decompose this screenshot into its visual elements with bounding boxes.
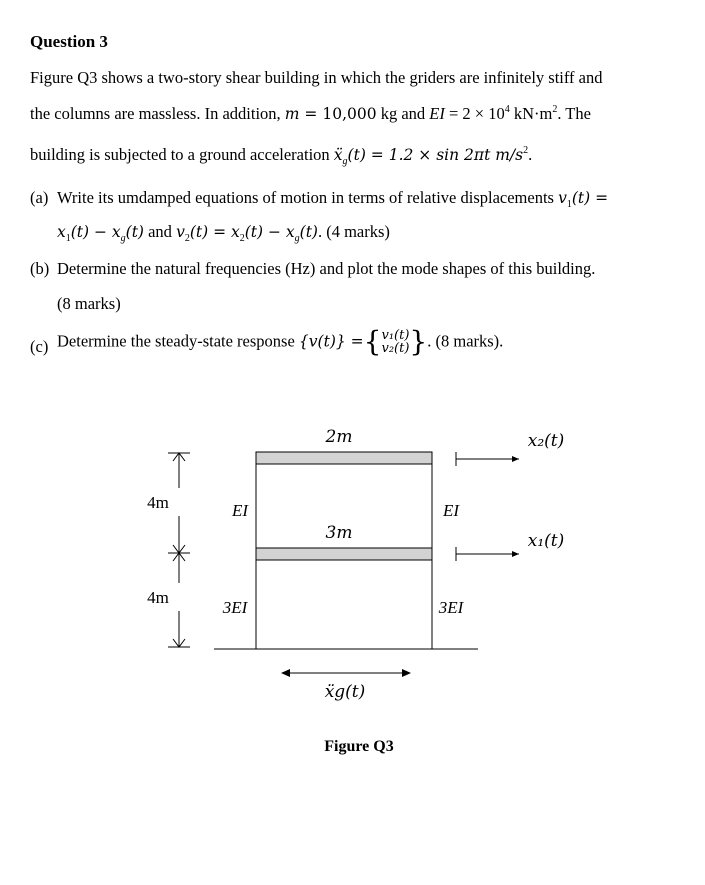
ground-accel-arrowhead-right-icon [402, 669, 411, 677]
mass-value: = 10,000 [299, 105, 377, 123]
height-bottom-label: 4m [147, 588, 169, 607]
ei-unit: kN·m [509, 104, 553, 123]
x1-tail: (t) − x [70, 223, 121, 241]
ei-symbol: EI [429, 104, 445, 123]
x2-label: x₂(t) [527, 431, 565, 451]
x2-sub: 2 [239, 233, 245, 244]
intro-line-3c: . [528, 145, 533, 164]
part-b-label: (b) [30, 259, 50, 278]
part-c-top: v₁(t) [381, 327, 410, 343]
part-c-marks: . (8 marks). [427, 331, 504, 351]
mass-top-label: 2m [325, 427, 353, 447]
and-word: and [143, 222, 177, 241]
ei-exponent: 4 [504, 104, 510, 115]
part-c-label: (c) [30, 337, 49, 356]
v2-tail: (t) = x [189, 223, 240, 241]
ground-accel-sub: g [342, 156, 348, 167]
intro-line-2e: . The [557, 104, 591, 123]
intro-line-1: Figure Q3 shows a two-story shear building in which the griders are infinitely stiff and [30, 68, 603, 87]
xg-tail-2: (t) [299, 223, 318, 241]
question-heading: Question 3 [30, 32, 108, 51]
ei-left-label: EI [231, 501, 249, 520]
ground-accel-expression: (t) = 1.2 × sin 2πt m/s [347, 146, 524, 164]
height-top-label: 4m [147, 493, 169, 512]
mass-mid-label: 3m [325, 523, 353, 543]
v2-symbol: v [176, 223, 185, 241]
ei-unit-exponent: 2 [552, 104, 558, 115]
intro-line-3a: building is subjected to a ground acceleration [30, 145, 334, 164]
part-b-line-1: Determine the natural frequencies (Hz) and plot the mode shapes of this building. [57, 259, 596, 278]
v2-sub: 2 [184, 233, 190, 244]
part-c-text: Determine the steady-state response [57, 331, 299, 351]
right-brace-icon: } [409, 325, 428, 358]
ei-right-label: EI [442, 501, 460, 520]
xg-sub-1: g [120, 233, 126, 244]
ground-accel-label: ẍg(t) [324, 682, 366, 702]
part-c-bottom: v₂(t) [381, 340, 410, 356]
ground-accel-arrowhead-left-icon [281, 669, 290, 677]
xg-sub-2: g [294, 233, 300, 244]
mass-symbol: m [284, 105, 300, 123]
x1-label: x₁(t) [527, 531, 565, 551]
v1-symbol: v [558, 189, 567, 207]
x1-sub: 1 [65, 233, 71, 244]
part-c-vector: {v(t)} = [298, 332, 364, 351]
ei-value: = 2 × 10 [444, 104, 505, 123]
v1-sub: 1 [566, 199, 572, 210]
ei3-left-label: 3EI [222, 598, 248, 617]
x2-tail: (t) − x [244, 223, 295, 241]
x1-symbol: x [57, 223, 66, 241]
figure-caption: Figure Q3 [324, 738, 394, 755]
middle-girder [256, 548, 432, 560]
accel-exponent: 2 [523, 145, 529, 156]
ground-accel-symbol: ẍ [333, 146, 343, 164]
part-a-label: (a) [30, 188, 49, 207]
top-girder [256, 452, 432, 464]
xg-tail-1: (t) [125, 223, 144, 241]
v1-tail: (t) = [571, 189, 609, 207]
part-b-line-2: (8 marks) [57, 294, 121, 313]
part-a-marks: . (4 marks) [317, 222, 390, 241]
ei3-right-label: 3EI [438, 598, 464, 617]
intro-line-2a: the columns are massless. In addition, [30, 104, 285, 123]
part-a-text: Write its umdamped equations of motion in terms of relative displacements [57, 188, 559, 207]
intro-line-2b: kg and [376, 104, 430, 123]
left-brace-icon: { [363, 325, 382, 358]
